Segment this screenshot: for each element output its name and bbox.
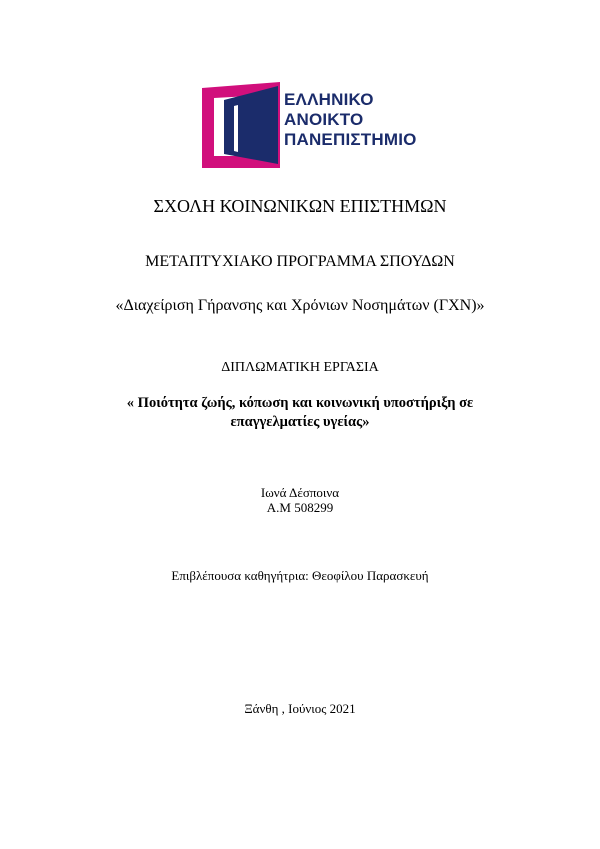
program-heading: ΜΕΤΑΠΤΥΧΙΑΚΟ ΠΡΟΓΡΑΜΜΑ ΣΠΟΥΔΩΝ bbox=[145, 253, 455, 270]
school-name: ΣΧΟΛΗ ΚΟΙΝΩΝΙΚΩΝ ΕΠΙΣΤΗΜΩΝ bbox=[153, 196, 447, 216]
program-name: «Διαχείριση Γήρανσης και Χρόνιων Νοσημάτων (ΓΧΝ)» bbox=[115, 297, 485, 314]
place-date: Ξάνθη , Ιούνιος 2021 bbox=[244, 701, 356, 716]
university-logo-text bbox=[284, 90, 417, 150]
university-logo-mark bbox=[200, 82, 284, 168]
author-name: Ιωνά Δέσποινα bbox=[260, 485, 340, 500]
thesis-label: ΔΙΠΛΩΜΑΤΙΚΗ ΕΡΓΑΣΙΑ bbox=[221, 360, 379, 375]
university-logo bbox=[200, 82, 415, 168]
logo-line-3: ΠΑΝΕΠΙΣΤΗΜΙΟ bbox=[284, 130, 417, 149]
thesis-title: « Ποιότητα ζωής, κόπωση και κοινωνική υποστήριξη σε επαγγελματίες υγείας» bbox=[126, 395, 474, 430]
logo-line-2: ΑΝΟΙΚΤΟ bbox=[284, 110, 364, 129]
student-id: Α.Μ 508299 bbox=[266, 500, 334, 515]
logo-line-1: ΕΛΛΗΝΙΚΟ bbox=[284, 90, 374, 109]
supervisor: Επιβλέπουσα καθηγήτρια: Θεοφίλου Παρασκευή bbox=[171, 568, 429, 583]
